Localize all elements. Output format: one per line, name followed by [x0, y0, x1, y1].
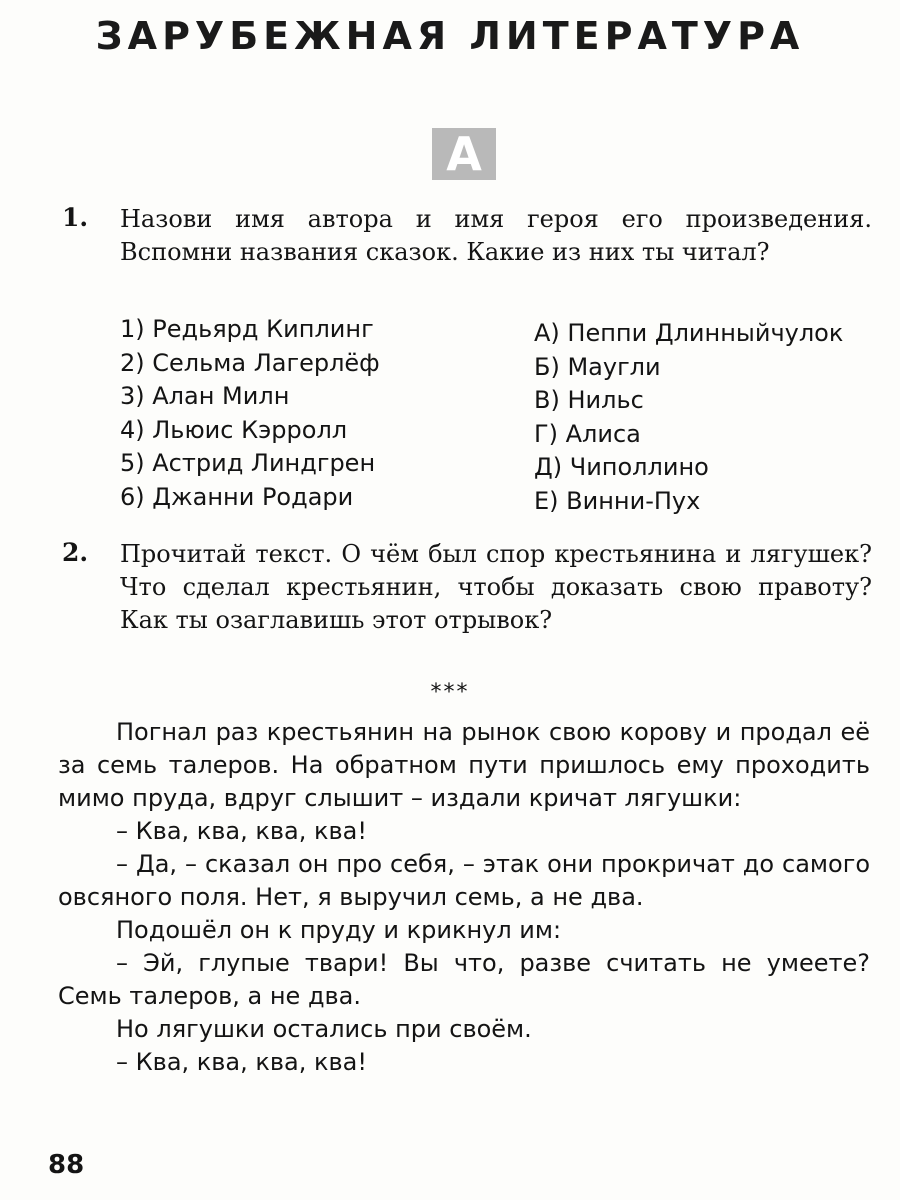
author-item: 1) Редьярд Киплинг — [120, 315, 374, 343]
author-item: 3) Алан Милн — [120, 382, 290, 410]
hero-list — [534, 317, 843, 518]
hero-item: Б) Маугли — [534, 352, 661, 381]
author-item: 2) Сельма Лагерлёф — [120, 348, 380, 377]
story-paragraph: – Эй, глупые твари! Вы что, разве считать не умеете? Семь талеров, а не два. — [58, 949, 870, 1010]
story-paragraph: – Да, – сказал он про себя, – этак они прокричат до самого овсяного поля. Нет, я выручил семь, а не два. — [58, 850, 870, 911]
task-2-question: Прочитай текст. О чём был спор крестьянина и лягушек? Что сделал крестьянин, чтобы доказать свою правоту? Как ты озаглавишь этот отрывок? — [120, 540, 872, 634]
page-number: 88 — [48, 1150, 85, 1180]
hero-item: Д) Чиполлино — [534, 453, 709, 481]
page-title: ЗАРУБЕЖНАЯ ЛИТЕРАТУРА — [95, 14, 805, 58]
task-1-question: Назови имя автора и имя героя его произведения. Вспомни названия сказок. Какие из них ты читал? — [120, 205, 872, 266]
author-item: 5) Астрид Линдгрен — [120, 449, 376, 477]
story-text — [58, 716, 870, 1079]
story-paragraph: Подошёл он к пруду и крикнул им: — [116, 916, 562, 944]
section-letter: А — [446, 127, 482, 181]
author-list — [120, 313, 380, 514]
section-badge — [432, 128, 496, 180]
author-item: 4) Льюис Кэрролл — [120, 415, 348, 444]
story-paragraph: Погнал раз крестьянин на рынок свою корову и продал её за семь талеров. На обратном пути пришлось ему проходить мимо пруда, вдруг слышит – издали кричат лягушки: — [58, 718, 870, 812]
hero-item: В) Нильс — [534, 386, 644, 414]
hero-item: Г) Алиса — [534, 419, 641, 448]
task-1-number: 1. — [62, 203, 89, 232]
hero-item: А) Пеппи Длинныйчулок — [534, 319, 844, 347]
story-paragraph: Но лягушки остались при своём. — [116, 1015, 532, 1043]
author-item: 6) Джанни Родари — [120, 482, 354, 511]
story-paragraph: – Ква, ква, ква, ква! — [116, 1048, 367, 1076]
hero-item: Е) Винни-Пух — [534, 486, 701, 515]
text-separator: *** — [430, 680, 470, 705]
task-2-number: 2. — [62, 538, 89, 567]
story-paragraph: – Ква, ква, ква, ква! — [116, 817, 367, 845]
